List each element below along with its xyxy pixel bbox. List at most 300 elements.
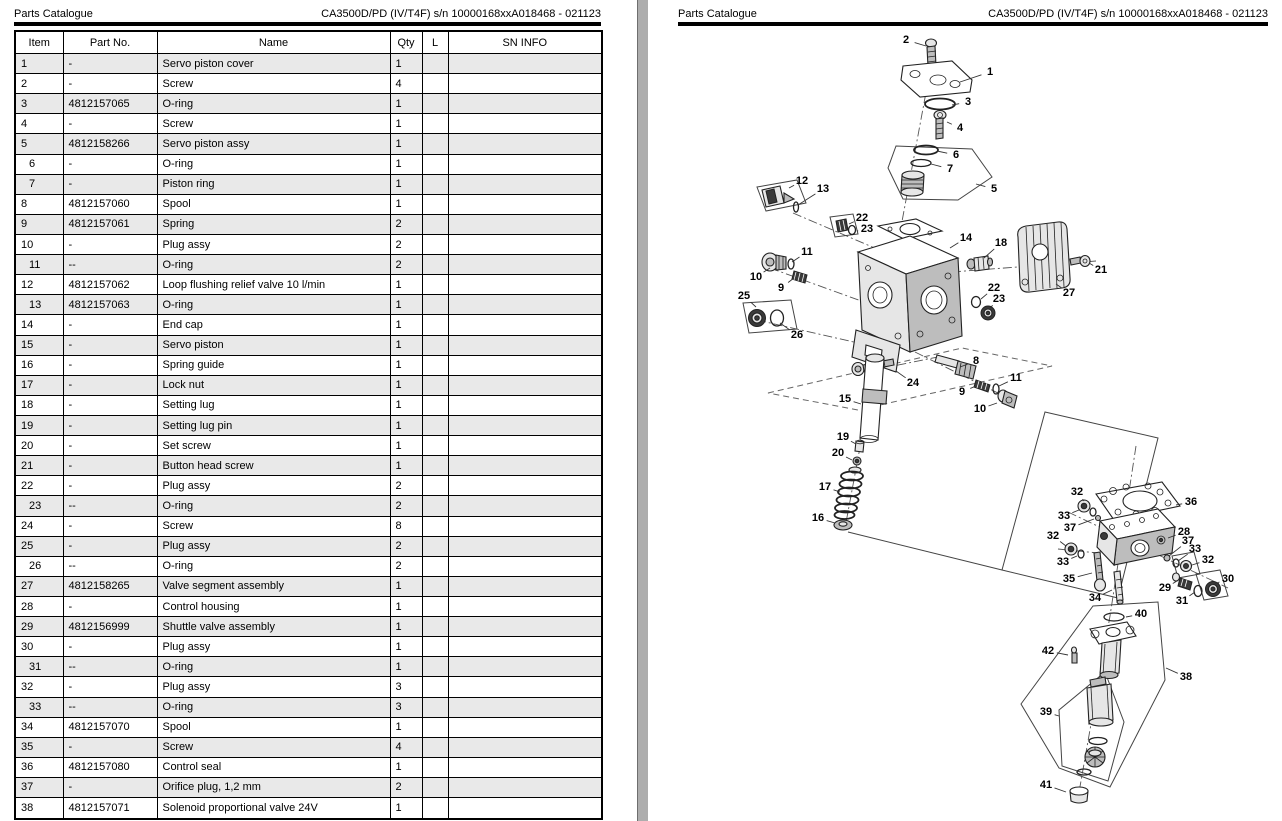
callout-leader-42 [1057,653,1068,655]
part-9-spring-right [974,380,990,392]
cell-qty: 1 [390,54,422,74]
col-header-part-no: Part No. [63,31,157,54]
cell-l [422,335,448,355]
assembly-axes [757,44,1228,798]
part-32-plug-assy-a [1078,500,1090,512]
callout-number-32: 32 [1070,485,1084,498]
cell-qty: 8 [390,516,422,536]
table-row [15,757,602,777]
cell-sn [448,657,602,677]
part-32-plug-assy-c [1181,561,1192,572]
cell-item: 37 [15,777,63,797]
cell-part: -- [63,255,157,275]
part-42-screw [1072,647,1078,663]
cell-l [422,697,448,717]
callout-leader-38 [1166,668,1178,673]
cell-name: O-ring [157,556,390,576]
cell-part: - [63,536,157,556]
part-28-control-housing [1097,509,1175,565]
col-header-sn-info: SN INFO [448,31,602,54]
cell-l [422,174,448,194]
cell-item: 14 [15,315,63,335]
cell-qty: 4 [390,74,422,94]
cell-name: O-ring [157,255,390,275]
callout-number-30: 30 [1221,572,1235,585]
cell-sn [448,315,602,335]
callout-number-37: 37 [1063,521,1077,534]
cell-name: Piston ring [157,174,390,194]
callout-leader-15 [854,402,861,404]
cell-item: 26 [15,556,63,576]
cell-l [422,415,448,435]
callout-leader-10 [988,403,997,406]
col-header-qty: Qty [390,31,422,54]
table-row [15,556,602,576]
cell-sn [448,737,602,757]
cell-l [422,134,448,154]
part-16-spring-guide [834,520,852,530]
callout-number-23: 23 [860,222,874,235]
cell-name: Set screw [157,436,390,456]
callout-number-33: 33 [1056,555,1070,568]
cell-part: - [63,436,157,456]
callout-number-2: 2 [902,33,910,46]
part-38-solenoid-valve-body [1090,622,1136,679]
cell-sn [448,255,602,275]
cell-name: Loop flushing relief valve 10 l/min [157,275,390,295]
cell-part: -- [63,697,157,717]
cell-qty: 1 [390,194,422,214]
cell-qty: 1 [390,134,422,154]
col-header-name: Name [157,31,390,54]
table-row [15,275,602,295]
cell-qty: 1 [390,637,422,657]
part-23-o-ring-top [849,226,856,235]
callout-number-23: 23 [992,292,1006,305]
cell-item: 23 [15,496,63,516]
cell-sn [448,456,602,476]
cell-part: 4812157071 [63,798,157,819]
table-row [15,255,602,275]
table-row [15,717,602,737]
cell-item: 9 [15,214,63,234]
part-5-servo-piston-assy [901,171,924,196]
cell-part: - [63,395,157,415]
cell-item: 34 [15,717,63,737]
callout-number-39: 39 [1039,705,1053,718]
callout-number-8: 8 [972,354,980,367]
cell-item: 7 [15,174,63,194]
callout-leader-22 [849,222,854,224]
callout-leader-26 [780,323,790,330]
part-41-cap [1070,787,1088,803]
cell-l [422,757,448,777]
callout-leader-9 [788,278,794,283]
cell-part: 4812157062 [63,275,157,295]
table-row [15,496,602,516]
part-22-plug-assy-right [981,306,995,320]
cell-part: 4812157070 [63,717,157,737]
cell-item: 22 [15,476,63,496]
callout-number-15: 15 [838,392,852,405]
table-row [15,315,602,335]
callout-number-17: 17 [818,480,832,493]
callout-number-26: 26 [790,328,804,341]
cell-name: Spool [157,717,390,737]
table-header-row [15,31,602,54]
cell-item: 32 [15,677,63,697]
cell-l [422,596,448,616]
cell-part: - [63,737,157,757]
cell-item: 29 [15,617,63,637]
cell-sn [448,295,602,315]
table-row [15,415,602,435]
cell-name: Screw [157,74,390,94]
callout-leader-39 [1055,715,1059,716]
cell-l [422,194,448,214]
cell-qty: 1 [390,576,422,596]
cell-item: 11 [15,255,63,275]
part-4-screw [934,111,946,140]
callout-leader-40 [1126,616,1132,617]
part-21-button-head-screw [1070,256,1090,267]
cell-name: Screw [157,114,390,134]
cell-name: Button head screw [157,456,390,476]
callout-leader-35 [1078,573,1092,577]
cell-qty: 1 [390,798,422,819]
part-19-setting-lug-pin [855,440,864,452]
cell-name: Control seal [157,757,390,777]
part-39-solenoid-coil [1077,677,1113,775]
callout-number-7: 7 [946,162,954,175]
cell-l [422,617,448,637]
callout-number-11: 11 [1010,371,1022,384]
page-title: Parts Catalogue [678,8,757,20]
construction-outlines [743,146,1228,787]
callout-leader-34 [1103,590,1112,594]
callout-number-35: 35 [1062,572,1076,585]
cell-l [422,54,448,74]
header-rule [14,22,601,26]
cell-name: Plug assy [157,536,390,556]
cell-part: - [63,375,157,395]
part-8-spool [935,355,976,379]
cell-qty: 2 [390,214,422,234]
cell-qty: 1 [390,436,422,456]
cell-l [422,717,448,737]
cell-l [422,798,448,819]
cell-name: Spring [157,214,390,234]
cell-item: 17 [15,375,63,395]
cell-part: - [63,777,157,797]
cell-l [422,657,448,677]
part-17-lock-nut-spring [835,467,864,519]
cell-l [422,737,448,757]
cell-part: 4812157061 [63,214,157,234]
table-row [15,516,602,536]
cell-part: - [63,174,157,194]
cell-part: - [63,74,157,94]
cell-part: - [63,154,157,174]
cell-name: Servo piston cover [157,54,390,74]
table-row [15,576,602,596]
cell-item: 33 [15,697,63,717]
cell-qty: 1 [390,275,422,295]
cell-sn [448,717,602,737]
callout-number-18: 18 [994,236,1008,249]
part-34-spool [1114,571,1123,604]
cell-name: Orifice plug, 1,2 mm [157,777,390,797]
cell-l [422,496,448,516]
cell-sn [448,677,602,697]
cell-part: - [63,456,157,476]
callout-number-40: 40 [1134,607,1148,620]
part-10-plug-assy-left [762,253,786,271]
cell-item: 5 [15,134,63,154]
cell-l [422,516,448,536]
callout-number-32: 32 [1046,529,1060,542]
callout-labels [738,34,1234,792]
cell-sn [448,174,602,194]
cell-part: 4812157065 [63,94,157,114]
exploded-view-diagram [648,28,1282,821]
cell-sn [448,415,602,435]
cell-item: 28 [15,596,63,616]
cell-sn [448,74,602,94]
cell-part: -- [63,657,157,677]
table-row [15,94,602,114]
cell-qty: 1 [390,315,422,335]
cell-name: Setting lug [157,395,390,415]
cell-part: - [63,516,157,536]
table-row [15,737,602,757]
cell-name: Solenoid proportional valve 24V [157,798,390,819]
doc-reference: CA3500D/PD (IV/T4F) s/n 10000168xxA018468 - 021123 [321,8,601,20]
table-row [15,677,602,697]
cell-name: Servo piston [157,335,390,355]
cell-sn [448,275,602,295]
table-row [15,596,602,616]
cell-name: Plug assy [157,677,390,697]
cell-l [422,154,448,174]
part-10-plug-assy-right [998,390,1017,408]
table-row [15,697,602,717]
table-row [15,456,602,476]
cell-item: 19 [15,415,63,435]
cell-item: 13 [15,295,63,315]
cell-qty: 1 [390,617,422,637]
cell-sn [448,154,602,174]
cell-item: 10 [15,234,63,254]
cell-item: 8 [15,194,63,214]
header-rule [678,22,1268,26]
cell-qty: 1 [390,94,422,114]
cell-sn [448,436,602,456]
cell-sn [448,697,602,717]
page-title: Parts Catalogue [14,8,93,20]
cell-part: - [63,315,157,335]
part-7-piston-ring [911,160,931,167]
cell-qty: 1 [390,355,422,375]
cell-part: -- [63,556,157,576]
cell-sn [448,556,602,576]
cell-item: 12 [15,275,63,295]
callout-number-24: 24 [906,376,920,389]
doc-reference: CA3500D/PD (IV/T4F) s/n 10000168xxA018468 - 021123 [988,8,1268,20]
callout-number-33: 33 [1188,542,1202,555]
table-row [15,436,602,456]
cell-name: Shuttle valve assembly [157,617,390,637]
cell-qty: 3 [390,677,422,697]
cell-qty: 2 [390,476,422,496]
cell-name: Screw [157,737,390,757]
table-row [15,335,602,355]
cell-part: - [63,677,157,697]
callout-number-22: 22 [855,211,869,224]
cell-l [422,275,448,295]
callout-leader-18 [984,249,994,258]
left-page [0,0,636,821]
cell-l [422,94,448,114]
part-1-servo-piston-cover [901,61,972,97]
cell-qty: 2 [390,536,422,556]
table-row [15,617,602,637]
part-12-loop-flushing-relief-valve [762,186,794,207]
cell-l [422,436,448,456]
cell-name: O-ring [157,697,390,717]
col-header-item: Item [15,31,63,54]
cell-qty: 1 [390,657,422,677]
cell-sn [448,798,602,819]
callout-leader-33 [1071,556,1077,558]
cell-item: 2 [15,74,63,94]
callout-number-21: 21 [1094,263,1108,276]
table-row [15,74,602,94]
cell-name: Servo piston assy [157,134,390,154]
cell-item: 31 [15,657,63,677]
cell-part: - [63,637,157,657]
cell-qty: 2 [390,234,422,254]
cell-item: 15 [15,335,63,355]
callout-number-9: 9 [777,281,785,294]
table-row [15,536,602,556]
cell-part: - [63,234,157,254]
table-row [15,798,602,819]
table-row [15,214,602,234]
callout-number-4: 4 [956,121,964,134]
callout-leader-32 [1060,541,1066,546]
callout-number-25: 25 [737,289,751,302]
callout-number-20: 20 [831,446,845,459]
cell-sn [448,496,602,516]
cell-qty: 1 [390,295,422,315]
callout-leader-2 [915,43,926,46]
cell-sn [448,194,602,214]
callout-number-34: 34 [1088,591,1102,604]
table-row [15,375,602,395]
callout-number-36: 36 [1184,495,1198,508]
cell-l [422,375,448,395]
callout-number-13: 13 [816,182,830,195]
cell-name: End cap [157,315,390,335]
cell-l [422,114,448,134]
cell-part: - [63,415,157,435]
cell-l [422,234,448,254]
cell-qty: 1 [390,415,422,435]
cell-sn [448,596,602,616]
cell-part: - [63,54,157,74]
cell-item: 24 [15,516,63,536]
part-33-o-ring-a [1090,508,1096,516]
callout-number-28: 28 [1177,525,1191,538]
callout-number-5: 5 [990,182,998,195]
cell-name: Plug assy [157,476,390,496]
parts-table [14,30,603,820]
cell-item: 1 [15,54,63,74]
callout-number-32: 32 [1201,553,1215,566]
cell-qty: 2 [390,556,422,576]
cell-l [422,395,448,415]
callout-number-38: 38 [1179,670,1193,683]
cell-item: 38 [15,798,63,819]
cell-l [422,476,448,496]
callout-leader-33 [1072,510,1079,513]
callout-number-33: 33 [1057,509,1071,522]
cell-l [422,536,448,556]
callout-number-11: 11 [801,245,813,258]
part-9-spring-left [792,271,807,283]
callout-number-22: 22 [987,281,1001,294]
cell-item: 30 [15,637,63,657]
cell-sn [448,576,602,596]
cell-l [422,777,448,797]
cell-part: - [63,335,157,355]
cell-part: 4812157063 [63,295,157,315]
cell-sn [448,777,602,797]
cell-part: - [63,114,157,134]
cell-l [422,556,448,576]
callout-leader-24 [896,371,906,378]
cell-qty: 1 [390,717,422,737]
part-23-o-ring-right [972,297,981,308]
cell-sn [448,617,602,637]
right-page [648,0,1282,821]
cell-name: O-ring [157,496,390,516]
cell-qty: 4 [390,737,422,757]
callout-number-29: 29 [1158,581,1172,594]
cell-name: Plug assy [157,637,390,657]
cell-sn [448,637,602,657]
callout-number-19: 19 [836,430,850,443]
table-row [15,194,602,214]
callout-leader-13 [798,194,815,205]
callout-leader-7 [931,164,941,167]
table-row [15,355,602,375]
callout-number-14: 14 [959,231,973,244]
callout-number-1: 1 [986,65,994,78]
part-40-o-ring [1104,613,1124,621]
part-22-plug-assy-top [836,219,848,232]
callout-leader-22 [981,294,987,299]
cell-item: 3 [15,94,63,114]
cell-part: -- [63,496,157,516]
callout-number-10: 10 [973,402,987,415]
cell-sn [448,516,602,536]
cell-qty: 1 [390,757,422,777]
callout-number-10: 10 [749,270,763,283]
cell-name: O-ring [157,657,390,677]
cell-name: Control housing [157,596,390,616]
